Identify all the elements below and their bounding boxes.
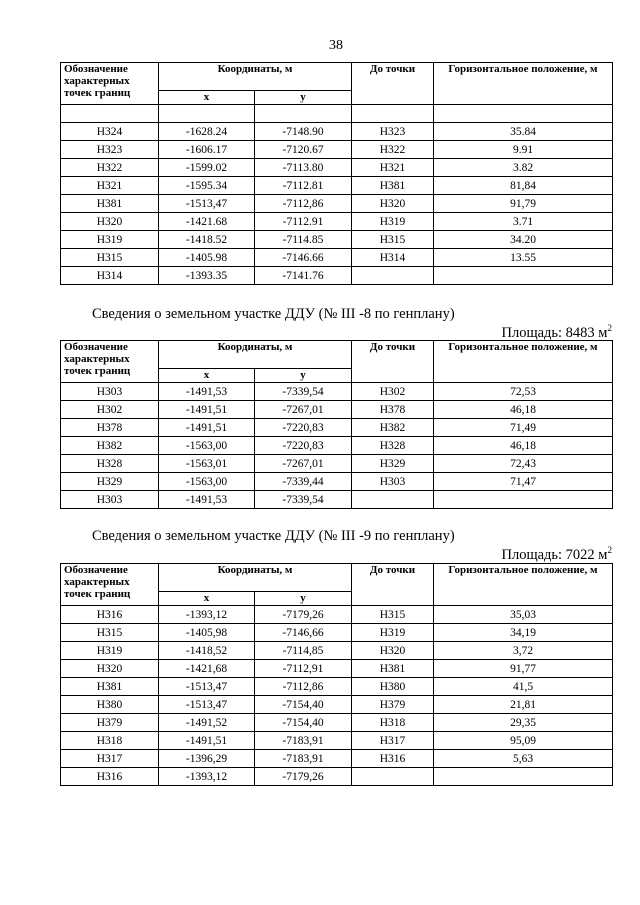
cell-point: Н318	[61, 732, 159, 750]
area-unit-sup: 2	[607, 545, 612, 555]
cell-y: -7183,91	[255, 750, 352, 768]
header-designation: Обозначение характерных точек границ	[61, 63, 159, 105]
cell-y: -7267,01	[255, 455, 352, 473]
cell-y: -7114.85	[255, 231, 352, 249]
cell-distance: 21,81	[434, 696, 613, 714]
cell-distance	[434, 491, 613, 509]
cell-x: -1393.35	[159, 267, 255, 285]
cell-to-point: Н328	[352, 437, 434, 455]
cell-x: -1513,47	[159, 696, 255, 714]
cell-y: -7112,86	[255, 195, 352, 213]
table-row	[61, 123, 613, 141]
cell-point: Н303	[61, 491, 159, 509]
area-III-9	[501, 545, 612, 564]
cell-distance: 81,84	[434, 177, 613, 195]
cell-point: Н319	[61, 231, 159, 249]
cell-distance	[434, 267, 613, 285]
boundary-points-table-2	[60, 340, 613, 509]
table-row	[61, 678, 613, 696]
cell-x: -1563,01	[159, 455, 255, 473]
table-row	[61, 714, 613, 732]
table-row	[61, 696, 613, 714]
cell-to-point: Н317	[352, 732, 434, 750]
header-horizontal: Горизонтальное положение, м	[434, 341, 613, 383]
cell-x: -1563,00	[159, 437, 255, 455]
table-row	[61, 750, 613, 768]
cell-point: Н381	[61, 678, 159, 696]
cell-y: -7112,91	[255, 660, 352, 678]
cell-to-point: Н320	[352, 642, 434, 660]
cell-x: -1595.34	[159, 177, 255, 195]
header-designation: Обозначение характерных точек границ	[61, 564, 159, 606]
cell-point: Н380	[61, 696, 159, 714]
cell-y: -7112,86	[255, 678, 352, 696]
cell-distance: 5,63	[434, 750, 613, 768]
cell-to-point: Н320	[352, 195, 434, 213]
table-row	[61, 213, 613, 231]
table-row	[61, 159, 613, 177]
section-caption-III-8: Сведения о земельном участке ДДУ (№ III -8 по генплану)	[92, 306, 455, 322]
cell-y: -7114,85	[255, 642, 352, 660]
cell-y: -7141.76	[255, 267, 352, 285]
header-to-point: До точки	[352, 63, 434, 105]
table-row	[61, 491, 613, 509]
cell-x: -1418.52	[159, 231, 255, 249]
cell-y: -7112.81	[255, 177, 352, 195]
header-x: х	[159, 369, 255, 383]
cell-to-point: Н316	[352, 750, 434, 768]
cell-x: -1513,47	[159, 195, 255, 213]
cell-to-point	[352, 491, 434, 509]
header-coordinates: Координаты, м	[159, 564, 352, 592]
area-text: Площадь: 7022 м	[501, 546, 608, 563]
cell-point: Н328	[61, 455, 159, 473]
cell-point: Н323	[61, 141, 159, 159]
boundary-points-table-3	[60, 563, 613, 786]
cell-y: -7220,83	[255, 419, 352, 437]
header-designation: Обозначение характерных точек границ	[61, 341, 159, 383]
table-row	[61, 455, 613, 473]
cell-distance: 46,18	[434, 437, 613, 455]
cell-point: Н315	[61, 249, 159, 267]
cell-to-point: Н323	[352, 123, 434, 141]
cell-to-point: Н319	[352, 213, 434, 231]
cell-point: Н324	[61, 123, 159, 141]
table-row	[61, 383, 613, 401]
cell-point: Н382	[61, 437, 159, 455]
cell-y: -7113.80	[255, 159, 352, 177]
cell-x: -1405.98	[159, 249, 255, 267]
table-row	[61, 768, 613, 786]
table-row	[61, 642, 613, 660]
cell-y: -7154,40	[255, 714, 352, 732]
cell-x: -1418,52	[159, 642, 255, 660]
cell-to-point: Н381	[352, 177, 434, 195]
cell-to-point: Н314	[352, 249, 434, 267]
table-body	[61, 606, 613, 786]
cell-distance: 3.82	[434, 159, 613, 177]
cell-to-point: Н329	[352, 455, 434, 473]
table-row	[61, 141, 613, 159]
cell-distance	[434, 768, 613, 786]
cell-distance: 3.71	[434, 213, 613, 231]
cell-distance: 91,77	[434, 660, 613, 678]
cell-distance: 34,19	[434, 624, 613, 642]
cell-to-point: Н378	[352, 401, 434, 419]
cell-x: -1491,51	[159, 732, 255, 750]
cell-y: -7267,01	[255, 401, 352, 419]
cell-distance: 72,43	[434, 455, 613, 473]
header-to-point: До точки	[352, 564, 434, 606]
cell-y: -7154,40	[255, 696, 352, 714]
cell-distance: 29,35	[434, 714, 613, 732]
cell-distance: 71,47	[434, 473, 613, 491]
table-row	[61, 231, 613, 249]
cell-y: -7339,54	[255, 491, 352, 509]
cell-point: Н378	[61, 419, 159, 437]
cell-point: Н381	[61, 195, 159, 213]
header-x: х	[159, 592, 255, 606]
cell-x: -1491,53	[159, 383, 255, 401]
cell-point: Н379	[61, 714, 159, 732]
cell-x: -1405,98	[159, 624, 255, 642]
cell-to-point: Н380	[352, 678, 434, 696]
cell-y: -7148.90	[255, 123, 352, 141]
cell-x: -1421.68	[159, 213, 255, 231]
header-horizontal: Горизонтальное положение, м	[434, 63, 613, 105]
cell-y: -7146,66	[255, 624, 352, 642]
cell-to-point: Н379	[352, 696, 434, 714]
header-y: у	[255, 369, 352, 383]
cell-distance: 95,09	[434, 732, 613, 750]
cell-x: -1421,68	[159, 660, 255, 678]
area-III-8	[501, 323, 612, 342]
header-to-point: До точки	[352, 341, 434, 383]
cell-to-point: Н319	[352, 624, 434, 642]
table-row	[61, 624, 613, 642]
cell-point: Н316	[61, 768, 159, 786]
cell-distance: 46,18	[434, 401, 613, 419]
header-coordinates: Координаты, м	[159, 341, 352, 369]
header-y: у	[255, 592, 352, 606]
cell-to-point: Н381	[352, 660, 434, 678]
header-horizontal: Горизонтальное положение, м	[434, 564, 613, 606]
cell-to-point: Н322	[352, 141, 434, 159]
cell-y: -7179,26	[255, 768, 352, 786]
cell-distance: 35,03	[434, 606, 613, 624]
cell-point: Н315	[61, 624, 159, 642]
cell-x: -1563,00	[159, 473, 255, 491]
table-row	[61, 401, 613, 419]
header-x: х	[159, 91, 255, 105]
cell-y: -7183,91	[255, 732, 352, 750]
cell-point: Н317	[61, 750, 159, 768]
cell-point: Н316	[61, 606, 159, 624]
cell-y: -7112.91	[255, 213, 352, 231]
cell-x: -1599.02	[159, 159, 255, 177]
table-row	[61, 267, 613, 285]
cell-y: -7179,26	[255, 606, 352, 624]
cell-y: -7146.66	[255, 249, 352, 267]
cell-point: Н319	[61, 642, 159, 660]
table-row	[61, 606, 613, 624]
cell-distance: 35.84	[434, 123, 613, 141]
table-row	[61, 419, 613, 437]
section-caption-III-9: Сведения о земельном участке ДДУ (№ III -9 по генплану)	[92, 528, 455, 544]
table-row	[61, 732, 613, 750]
boundary-points-table-1	[60, 62, 613, 285]
table-body	[61, 383, 613, 509]
cell-x: -1628.24	[159, 123, 255, 141]
cell-distance: 41,5	[434, 678, 613, 696]
cell-x: -1491,51	[159, 419, 255, 437]
cell-distance: 13.55	[434, 249, 613, 267]
page-number: 38	[329, 38, 343, 53]
table-row	[61, 437, 613, 455]
area-unit-sup: 2	[607, 323, 612, 333]
table-body	[61, 105, 613, 285]
cell-y: -7120.67	[255, 141, 352, 159]
header-coordinates: Координаты, м	[159, 63, 352, 91]
cell-distance: 3,72	[434, 642, 613, 660]
table-row	[61, 195, 613, 213]
table-row	[61, 249, 613, 267]
cell-point: Н329	[61, 473, 159, 491]
cell-distance: 91,79	[434, 195, 613, 213]
cell-point: Н322	[61, 159, 159, 177]
cell-distance: 72,53	[434, 383, 613, 401]
table-row-blank	[61, 105, 613, 123]
cell-to-point: Н315	[352, 231, 434, 249]
cell-x: -1606.17	[159, 141, 255, 159]
cell-point: Н314	[61, 267, 159, 285]
table-row	[61, 473, 613, 491]
cell-x: -1396,29	[159, 750, 255, 768]
cell-x: -1491,52	[159, 714, 255, 732]
cell-to-point	[352, 267, 434, 285]
header-y: у	[255, 91, 352, 105]
cell-point: Н303	[61, 383, 159, 401]
table-row	[61, 660, 613, 678]
cell-to-point: Н303	[352, 473, 434, 491]
area-text: Площадь: 8483 м	[501, 324, 608, 341]
cell-point: Н320	[61, 660, 159, 678]
cell-x: -1491,51	[159, 401, 255, 419]
cell-to-point: Н315	[352, 606, 434, 624]
cell-to-point	[352, 768, 434, 786]
cell-point: Н320	[61, 213, 159, 231]
cell-y: -7339,54	[255, 383, 352, 401]
cell-x: -1393,12	[159, 768, 255, 786]
cell-to-point: Н318	[352, 714, 434, 732]
cell-distance: 34.20	[434, 231, 613, 249]
cell-point: Н302	[61, 401, 159, 419]
cell-x: -1393,12	[159, 606, 255, 624]
table-row	[61, 177, 613, 195]
cell-y: -7220,83	[255, 437, 352, 455]
cell-to-point: Н382	[352, 419, 434, 437]
cell-y: -7339,44	[255, 473, 352, 491]
cell-to-point: Н302	[352, 383, 434, 401]
cell-to-point: Н321	[352, 159, 434, 177]
cell-distance: 71,49	[434, 419, 613, 437]
cell-x: -1513,47	[159, 678, 255, 696]
cell-x: -1491,53	[159, 491, 255, 509]
cell-point: Н321	[61, 177, 159, 195]
cell-distance: 9.91	[434, 141, 613, 159]
